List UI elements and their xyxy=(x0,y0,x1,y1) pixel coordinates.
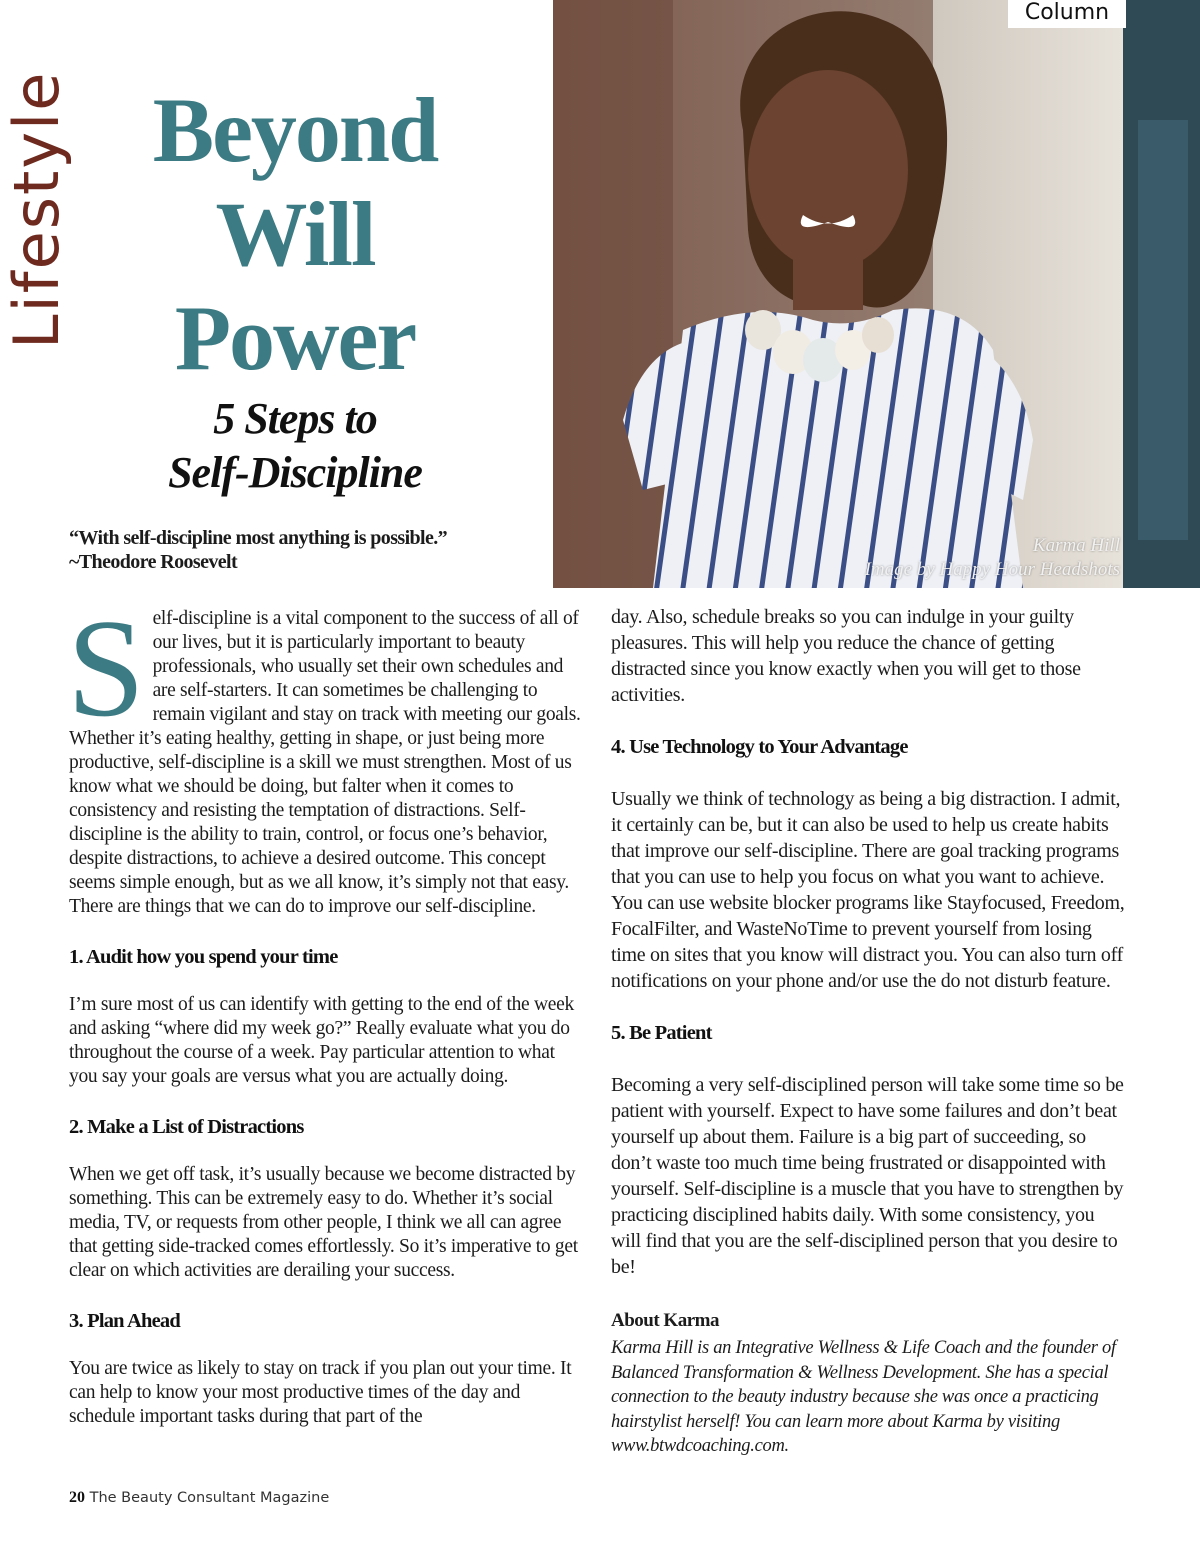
headline-line-3: Power xyxy=(174,287,416,389)
headline-line-1: Beyond xyxy=(152,79,438,181)
step-2-heading: 2. Make a List of Distractions xyxy=(69,1116,304,1138)
article-column-left xyxy=(67,591,586,1429)
photo-caption xyxy=(865,534,1120,582)
step-1-body: I’m sure most of us can identify with getting to the end of the week and asking “where did my week go?” Really evaluate what you do throughout the course of a week. Pay particular attention to what you say your goals are versus what you are actually doing. xyxy=(69,994,574,1087)
subtitle xyxy=(110,392,480,500)
quote-attribution: ~Theodore Roosevelt xyxy=(69,551,238,573)
step-3-body-continued: day. Also, schedule breaks so you can indulge in your guilty pleasures. This will help you reduce the chance of getting distracted since you know exactly when you will get to those activities. xyxy=(611,606,1081,706)
intro-text: elf-discipline is a vital component to the success of all of our lives, but it is particularly important to beauty professionals, who usually set their own schedules and are self-starters. It can sometimes be challenging to remain vigilant and stay on track with meeting our goals. Whether it’s eating healthy, getting in shape, or just being more productive, self-discipline is a skill we must strengthen. Most of us know what we should be doing, but falter when it comes to consistency and resisting the temptation of distractions. Self-discipline is the ability to train, control, or focus one’s behavior, despite distractions, to achieve a desired outcome. This concept seems simple enough, but as we all know, it’s simply not that easy. There are things that we can do to improve our self-discipline. xyxy=(69,608,581,917)
photo-caption-credit: Image by Happy Hour Headshots xyxy=(864,559,1120,580)
subtitle-line-1: 5 Steps to xyxy=(213,394,377,443)
headline-line-2: Will xyxy=(215,183,375,285)
column-tag: Column xyxy=(1008,0,1126,28)
about-body: Karma Hill is an Integrative Wellness & Life Coach and the founder of Balanced Transformation & Wellness Development. She has a special connection to the beauty industry because she was once a practicing hairstylist herself! You can learn more about Karma by visiting www.btwdcoaching.com. xyxy=(611,1338,1116,1456)
pull-quote xyxy=(69,526,549,574)
intro-paragraph xyxy=(67,591,586,919)
subtitle-line-2: Self-Discipline xyxy=(168,448,422,497)
drop-cap: S xyxy=(67,591,145,746)
step-4-heading: 4. Use Technology to Your Advantage xyxy=(611,736,908,758)
photo-caption-name: Karma Hill xyxy=(1032,535,1120,556)
step-4-body: Usually we think of technology as being a big distraction. I admit, it certainly can be, but it can also be used to help us create habits that improve our self-discipline. There are goal tracking programs that you can use to help you focus on what you want to achieve. You can use website blocker programs like Stayfocused, Freedom, FocalFilter, and WasteNoTime to prevent yourself from losing time on sites that you know will distract you. You can also turn off notifications on your phone and/or use the do not disturb feature. xyxy=(611,788,1125,992)
about-heading: About Karma xyxy=(611,1310,719,1331)
article-column-right xyxy=(611,604,1127,1459)
headline-block xyxy=(110,78,480,500)
step-3-heading: 3. Plan Ahead xyxy=(69,1310,180,1332)
author-photo xyxy=(553,0,1200,588)
step-3-body: You are twice as likely to stay on track if you plan out your time. It can help to know your most productive times of the day and schedule important tasks during that part of the xyxy=(69,1358,572,1427)
step-1-heading: 1. Audit how you spend your time xyxy=(69,946,338,968)
quote-text: “With self-discipline most anything is possible.” xyxy=(69,527,448,549)
step-5-heading: 5. Be Patient xyxy=(611,1022,712,1044)
section-label: Lifestyle xyxy=(0,70,73,350)
page-footer xyxy=(69,1489,329,1507)
step-2-body: When we get off task, it’s usually because we become distracted by something. This can be extremely easy to do. Whether it’s social media, TV, or requests from other people, I think we all can agree that getting side-tracked comes effortlessly. So it’s imperative to get clear on which activities are derailing your success. xyxy=(69,1164,578,1281)
portrait-image xyxy=(553,0,1200,588)
step-5-body: Becoming a very self-disciplined person will take some time so be patient with yourself. Expect to have some failures and don’t beat yourself up about them. Failure is a big part of succeeding, so don’t waste too much time being frustrated or disappointed with yourself. Self-discipline is a muscle that you have to strengthen by practicing disciplined habits daily. With some consistency, you will find that you are the self-disciplined person that you desire to be! xyxy=(611,1074,1124,1278)
publication-name: The Beauty Consultant Magazine xyxy=(89,1490,330,1506)
page-number: 20 xyxy=(69,1489,85,1506)
